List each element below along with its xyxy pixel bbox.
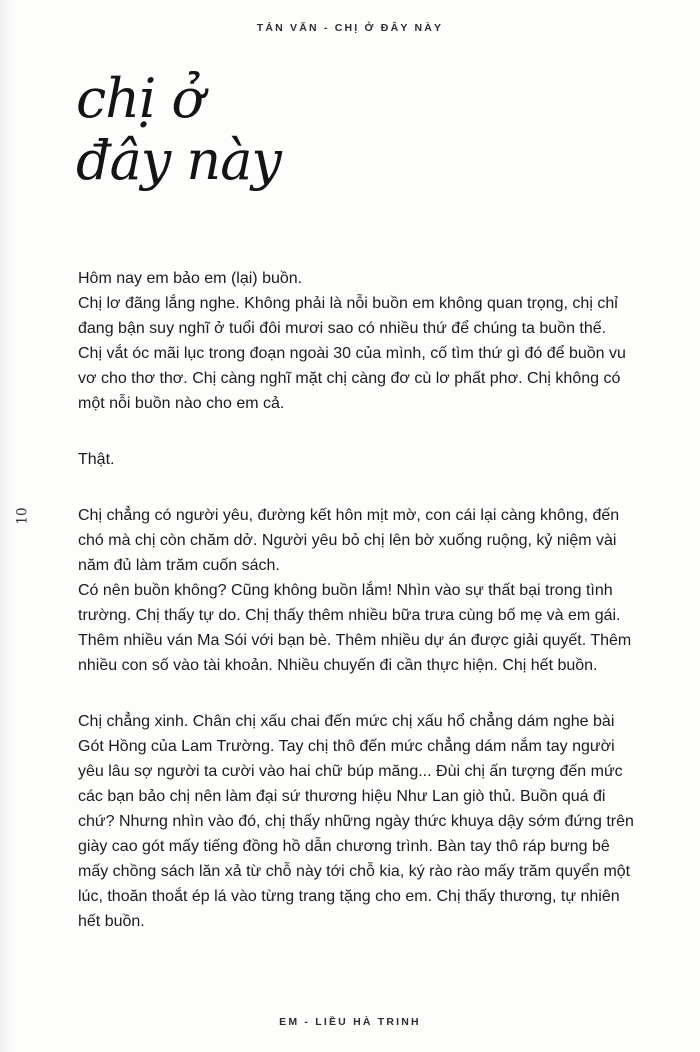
- paragraph: Thật.: [78, 451, 115, 468]
- running-footer: EM - LIỀU HÀ TRINH: [279, 1016, 421, 1028]
- paragraph-spacer: [78, 416, 636, 447]
- chapter-title-line2: đây này: [76, 129, 281, 192]
- running-header: TẢN VĂN - CHỊ Ở ĐÂY NÀY: [256, 22, 444, 34]
- paragraph: Chị lơ đãng lắng nghe. Không phải là nỗi buồn em không quan trọng, chị chỉ đang bận suy nghĩ ở tuổi đôi mươi sao có nhiều thứ để chúng ta buồn thế.: [78, 295, 618, 337]
- body-text: [78, 266, 636, 934]
- page-number: 10: [14, 507, 31, 525]
- chapter-title: [76, 68, 281, 192]
- paragraph: Có nên buồn không? Cũng không buồn lắm! Nhìn vào sự thất bại trong tình trường. Chị thấy tự do. Chị thấy thêm nhiều bữa trưa cùng bố mẹ và em gái. Thêm nhiều ván Ma Sói với bạn bè. Thêm nhiều dự án được giải quyết. Thêm nhiều con số vào tài khoản. Nhiều chuyến đi cần thực hiện. Chị hết buồn.: [78, 582, 632, 674]
- paragraph-spacer: [78, 472, 636, 503]
- paragraph: Chị chẳng có người yêu, đường kết hôn mịt mờ, con cái lại càng không, đến chó mà chị còn chăm dở. Người yêu bỏ chị lên bờ xuống ruộng, kỷ niệm vài năm đủ làm trăm cuốn sách.: [78, 507, 620, 574]
- paragraph: Chị chẳng xinh. Chân chị xấu chai đến mức chị xấu hổ chẳng dám nghe bài Gót Hồng của Lam Trường. Tay chị thô đến mức chẳng dám nắm tay người yêu lâu sợ người ta cười vào hai chữ búp măng... Đùi chị ấn tượng đến mức các bạn bảo chị nên làm đại sứ thương hiệu Như Lan giò thủ. Buồn quá đi chứ? Nhưng nhìn vào đó, chị thấy những ngày thức khuya dậy sớm đứng trên giày cao gót mấy tiếng đồng hồ dẫn chương trình. Bàn tay thô ráp bưng bê mấy chồng sách lăn xả từ chỗ này tới chỗ kia, ký rào rào mấy trăm quyển một lúc, thoăn thoắt ép lá vào từng trang tặng cho em. Chị thấy thương, tự nhiên hết buồn.: [78, 713, 634, 930]
- paragraph-spacer: [78, 678, 636, 709]
- paragraph: Hôm nay em bảo em (lại) buồn.: [78, 270, 303, 287]
- chapter-title-line1: chị ở: [76, 67, 203, 130]
- paragraph: Chị vắt óc mãi lục trong đoạn ngoài 30 của mình, cố tìm thứ gì đó để buồn vu vơ cho thơ thơ. Chị càng nghĩ mặt chị càng đơ cù lơ phất phơ. Chị không có một nỗi buồn nào cho em cả.: [78, 345, 626, 412]
